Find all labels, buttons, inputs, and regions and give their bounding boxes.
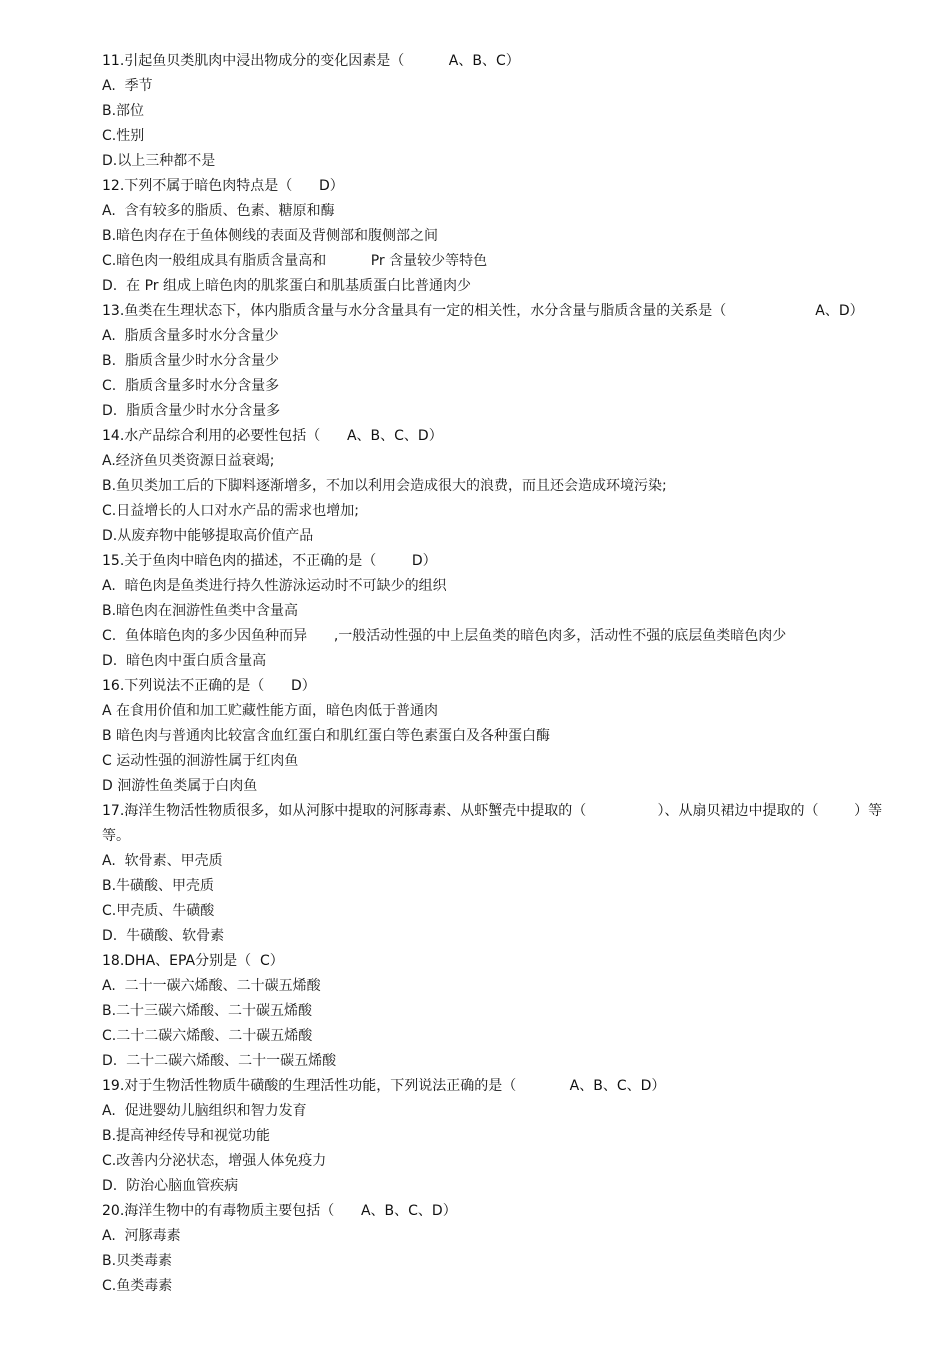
- question-15-stem: 15.关于鱼肉中暗色肉的描述，不正确的是（ D）: [102, 553, 437, 569]
- question-14-option-c: C.日益增长的人口对水产品的需求也增加;: [102, 503, 359, 519]
- question-14-stem: 14.水产品综合利用的必要性包括（ A、B、C、D）: [102, 428, 443, 444]
- question-11-option-a: A. 季节: [102, 78, 153, 94]
- question-14-option-d: D.从废弃物中能够提取高价值产品: [102, 528, 314, 544]
- question-17-stem: 17.海洋生物活性物质很多，如从河豚中提取的河豚毒素、从虾蟹壳中提取的（ ）、从扇贝裙边中提取的（ ）等等。: [102, 803, 883, 844]
- question-13-option-b: B. 脂质含量少时水分含量少: [102, 353, 279, 369]
- question-14-option-b: B.鱼贝类加工后的下脚料逐渐增多，不加以利用会造成很大的浪费，而且还会造成环境污染;: [102, 478, 667, 494]
- question-17-option-b: B.牛磺酸、甲壳质: [102, 878, 215, 894]
- question-13-option-d: D. 脂质含量少时水分含量多: [102, 403, 281, 419]
- question-20-option-b: B.贝类毒素: [102, 1253, 173, 1269]
- question-19-option-a: A. 促进婴幼儿脑组织和智力发育: [102, 1103, 307, 1119]
- question-12-option-b: B.暗色肉存在于鱼体侧线的表面及背侧部和腹侧部之间: [102, 228, 439, 244]
- question-18-option-b: B.二十三碳六烯酸、二十碳五烯酸: [102, 1003, 313, 1019]
- question-11-stem: 11.引起鱼贝类肌肉中浸出物成分的变化因素是（ A、B、C）: [102, 53, 520, 69]
- question-15-option-a: A. 暗色肉是鱼类进行持久性游泳运动时不可缺少的组织: [102, 578, 447, 594]
- question-16-option-c: C 运动性强的洄游性属于红肉鱼: [102, 753, 299, 769]
- question-15-option-b: B.暗色肉在洄游性鱼类中含量高: [102, 603, 299, 619]
- question-11-option-c: C.性别: [102, 128, 145, 144]
- question-20-option-a: A. 河豚毒素: [102, 1228, 181, 1244]
- question-19-option-c: C.改善内分泌状态，增强人体免疫力: [102, 1153, 327, 1169]
- question-19-option-d: D. 防治心脑血管疾病: [102, 1178, 239, 1194]
- question-12-option-a: A. 含有较多的脂质、色素、糖原和酶: [102, 203, 335, 219]
- question-13-stem: 13.鱼类在生理状态下，体内脂质含量与水分含量具有一定的相关性，水分含量与脂质含量的关系是（ A、D）: [102, 303, 864, 319]
- question-17-option-d: D. 牛磺酸、软骨素: [102, 928, 225, 944]
- question-20-option-c: C.鱼类毒素: [102, 1278, 173, 1294]
- question-16-stem: 16.下列说法不正确的是（ D）: [102, 678, 316, 694]
- question-18-option-a: A. 二十一碳六烯酸、二十碳五烯酸: [102, 978, 321, 994]
- question-12-option-d: D. 在 Pr 组成上暗色肉的肌浆蛋白和肌基质蛋白比普通肉少: [102, 278, 471, 294]
- question-19-stem: 19.对于生物活性物质牛磺酸的生理活性功能，下列说法正确的是（ A、B、C、D）: [102, 1078, 666, 1094]
- question-16-option-b: B 暗色肉与普通肉比较富含血红蛋白和肌红蛋白等色素蛋白及各种蛋白酶: [102, 728, 551, 744]
- question-13-option-a: A. 脂质含量多时水分含量少: [102, 328, 279, 344]
- document-body: [102, 49, 902, 1299]
- question-11-option-b: B.部位: [102, 103, 145, 119]
- question-18-stem: 18.DHA、EPA分别是（ C）: [102, 953, 284, 969]
- question-12-option-c: C.暗色肉一般组成具有脂质含量高和 Pr 含量较少等特色: [102, 253, 488, 269]
- question-16-option-a: A 在食用价值和加工贮藏性能方面，暗色肉低于普通肉: [102, 703, 439, 719]
- question-14-option-a: A.经济鱼贝类资源日益衰竭;: [102, 453, 275, 469]
- question-15-option-d: D. 暗色肉中蛋白质含量高: [102, 653, 267, 669]
- question-12-stem: 12.下列不属于暗色肉特点是（ D）: [102, 178, 344, 194]
- question-16-option-d: D 洄游性鱼类属于白肉鱼: [102, 778, 258, 794]
- question-18-option-c: C.二十二碳六烯酸、二十碳五烯酸: [102, 1028, 313, 1044]
- question-17-option-a: A. 软骨素、甲壳质: [102, 853, 223, 869]
- question-17-option-c: C.甲壳质、牛磺酸: [102, 903, 215, 919]
- question-13-option-c: C. 脂质含量多时水分含量多: [102, 378, 280, 394]
- question-18-option-d: D. 二十二碳六烯酸、二十一碳五烯酸: [102, 1053, 337, 1069]
- question-11-option-d: D.以上三种都不是: [102, 153, 216, 169]
- question-20-stem: 20.海洋生物中的有毒物质主要包括（ A、B、C、D）: [102, 1203, 457, 1219]
- question-19-option-b: B.提高神经传导和视觉功能: [102, 1128, 271, 1144]
- question-15-option-c: C. 鱼体暗色肉的多少因鱼种而异 ,一般活动性强的中上层鱼类的暗色肉多，活动性不强的底层鱼类暗色肉少: [102, 628, 787, 644]
